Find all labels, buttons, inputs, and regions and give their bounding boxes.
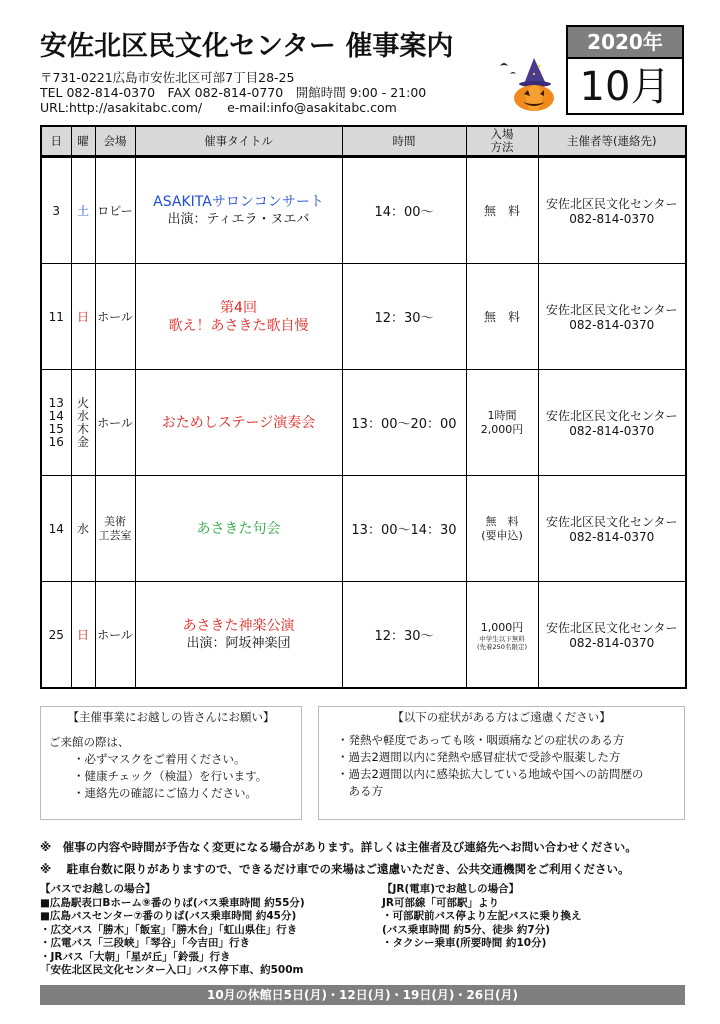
table-row (41, 157, 686, 264)
cell-entry: 無 料 (466, 157, 538, 264)
entry-note: 中学生以下無料 (先着250名限定) (477, 634, 527, 651)
list-item: ある方 (337, 784, 383, 798)
cell-venue: ホール (95, 370, 135, 476)
table-header-row (41, 126, 686, 157)
note-change: ※ 催事の内容や時間が予告なく変更になる場合があります。詳しくは主催者及び連絡先へお問い合わせください。 (40, 840, 637, 854)
organizer-tel: 082-814-0370 (569, 424, 655, 438)
notice-symptoms-box (318, 706, 685, 820)
notice-request-heading: 【主催事業にお越しの皆さんにお願い】 (67, 710, 275, 724)
page-title: 安佐北区民文化センター 催事案内 (40, 31, 454, 62)
col-header-event: 催事タイトル (135, 126, 342, 157)
list-item: 「安佐北区民文化センター入口」バス停下車、約500m (40, 964, 304, 976)
access-bus-heading: 【バスでお越しの場合】 (40, 883, 156, 895)
list-item: ・必ずマスクをご着用ください。 (73, 752, 246, 766)
list-item: ・健康チェック（検温）を行います。 (73, 769, 268, 783)
cell-organizer (538, 157, 686, 264)
cell-weekday: 水 (71, 476, 95, 582)
cell-time: 13：00～14：30 (342, 476, 466, 582)
col-header-venue: 会場 (95, 126, 135, 157)
event-title: 第4回 歌え！あさきた歌自慢 (168, 299, 309, 334)
cell-organizer (538, 582, 686, 689)
list-item: ・広電バス「三段峡」「琴谷」「今吉田」行き (40, 937, 250, 949)
web-info: URL:http://asakitabc.com/ e-mail:info@asakitabc.com (40, 100, 397, 115)
year-label: 2020年 (568, 27, 682, 59)
list-item: ・可部駅前バス停より左記バスに乗り換え (382, 910, 582, 922)
list-item: ・JRバス「大朝」「星が丘」「鈴張」行き (40, 950, 231, 963)
list-item: ■広島駅表口Bホーム⑨番のりば(バス乗車時間 約55分) (40, 896, 305, 909)
cell-day: 25 (41, 582, 71, 689)
note-parking: ※ 駐車台数に限りがありますので、できるだけ車での来場はご遠慮いただき、公共交通機関をご利用ください。 (40, 862, 630, 876)
organizer-name: 安佐北区民文化センター (545, 197, 678, 211)
cell-event (135, 582, 342, 689)
table-row (41, 264, 686, 370)
event-title: あさきた句会 (196, 520, 281, 537)
cell-weekday: 日 (71, 582, 95, 689)
table-row (41, 582, 686, 689)
cell-time: 12：30～ (342, 582, 466, 689)
list-item: (バス乗車時間 約5分、徒歩 約7分) (382, 923, 551, 936)
event-performer: 出演：ティエラ・ヌエバ (167, 211, 310, 227)
list-item: ・過去2週間以内に感染拡大している地域や国への訪問歴の (337, 767, 644, 781)
organizer-tel: 082-814-0370 (569, 530, 655, 544)
table-row (41, 476, 686, 582)
access-jr-block (382, 883, 582, 951)
col-header-weekday: 曜 (71, 126, 95, 157)
event-performer: 出演：阿坂神楽団 (186, 635, 291, 651)
organizer-tel: 082-814-0370 (569, 318, 655, 332)
cell-event (135, 370, 342, 476)
postal-address: 〒731-0221広島市安佐北区可部7丁目28-25 (40, 70, 295, 85)
cell-event (135, 157, 342, 264)
col-header-day: 日 (41, 126, 71, 157)
cell-organizer (538, 476, 686, 582)
cell-time: 12：30～ (342, 264, 466, 370)
cell-entry: 無 料 (要申込) (466, 476, 538, 582)
cell-entry (466, 582, 538, 689)
cell-entry: 1時間 2,000円 (466, 370, 538, 476)
cell-day: 11 (41, 264, 71, 370)
list-item: ・過去2週間以内に発熱や感冒症状で受診や服薬した方 (337, 750, 621, 764)
list-item: JR可部線「可部駅」より (382, 896, 499, 909)
cell-time: 14：00～ (342, 157, 466, 264)
organizer-name: 安佐北区民文化センター (545, 303, 678, 317)
organizer-name: 安佐北区民文化センター (545, 409, 678, 423)
access-jr-heading: 【JR(電車)でお越しの場合】 (382, 883, 520, 895)
list-item: ・タクシー乗車(所要時間 約10分) (382, 937, 547, 949)
organizer-tel: 082-814-0370 (569, 636, 655, 650)
list-item: ・発熱や軽度であっても咳・咽頭痛などの症状のある方 (337, 733, 625, 747)
year-month-box (566, 25, 684, 115)
cell-time: 13：00～20：00 (342, 370, 466, 476)
schedule-table (40, 125, 687, 689)
cell-day: 3 (41, 157, 71, 264)
closed-days-banner: 10月の休館日5日(月)・12日(月)・19日(月)・26日(月) (40, 985, 685, 1005)
event-title: ASAKITAサロンコンサート (153, 193, 324, 210)
cell-entry: 無 料 (466, 264, 538, 370)
organizer-tel: 082-814-0370 (569, 212, 655, 226)
cell-weekday: 火 水 木 金 (71, 370, 95, 476)
notice-symptoms-heading: 【以下の症状がある方はご遠慮ください】 (392, 710, 611, 724)
halloween-pumpkin-icon (496, 56, 562, 112)
cell-venue: 美術 工芸室 (95, 476, 135, 582)
access-bus-block (40, 883, 305, 978)
cell-venue: ホール (95, 264, 135, 370)
notice-request-box (40, 706, 302, 820)
cell-venue: ホール (95, 582, 135, 689)
cell-day: 13 14 15 16 (41, 370, 71, 476)
organizer-name: 安佐北区民文化センター (545, 621, 678, 635)
event-title: あさきた神楽公演 (182, 617, 295, 634)
contact-info: TEL 082-814-0370 FAX 082-814-0770 開館時間 9:00 - 21:00 (40, 85, 427, 100)
col-header-entry: 入場 方法 (466, 126, 538, 157)
list-item: ■広島バスセンター⑦番のりば(バス乗車時間 約45分) (40, 910, 297, 922)
cell-weekday: 土 (71, 157, 95, 264)
event-title: おためしステージ演奏会 (161, 414, 316, 431)
month-label: 10月 (579, 64, 671, 110)
cell-day: 14 (41, 476, 71, 582)
entry-price: 1,000円 (480, 620, 524, 634)
list-item: ・連絡先の確認にご協力ください。 (73, 786, 257, 800)
cell-event (135, 264, 342, 370)
cell-event (135, 476, 342, 582)
col-header-time: 時間 (342, 126, 466, 157)
organizer-name: 安佐北区民文化センター (545, 515, 678, 529)
notice-request-lead: ご来館の際は、 (49, 735, 130, 749)
cell-venue: ロビー (95, 157, 135, 264)
notes-block (40, 836, 637, 880)
table-row (41, 370, 686, 476)
cell-organizer (538, 370, 686, 476)
address-block (40, 70, 426, 115)
list-item: ・広交バス「勝木」「飯室」「勝木台」「虹山県住」行き (40, 923, 298, 936)
col-header-organizer: 主催者等(連絡先) (538, 126, 686, 157)
cell-weekday: 日 (71, 264, 95, 370)
cell-organizer (538, 264, 686, 370)
